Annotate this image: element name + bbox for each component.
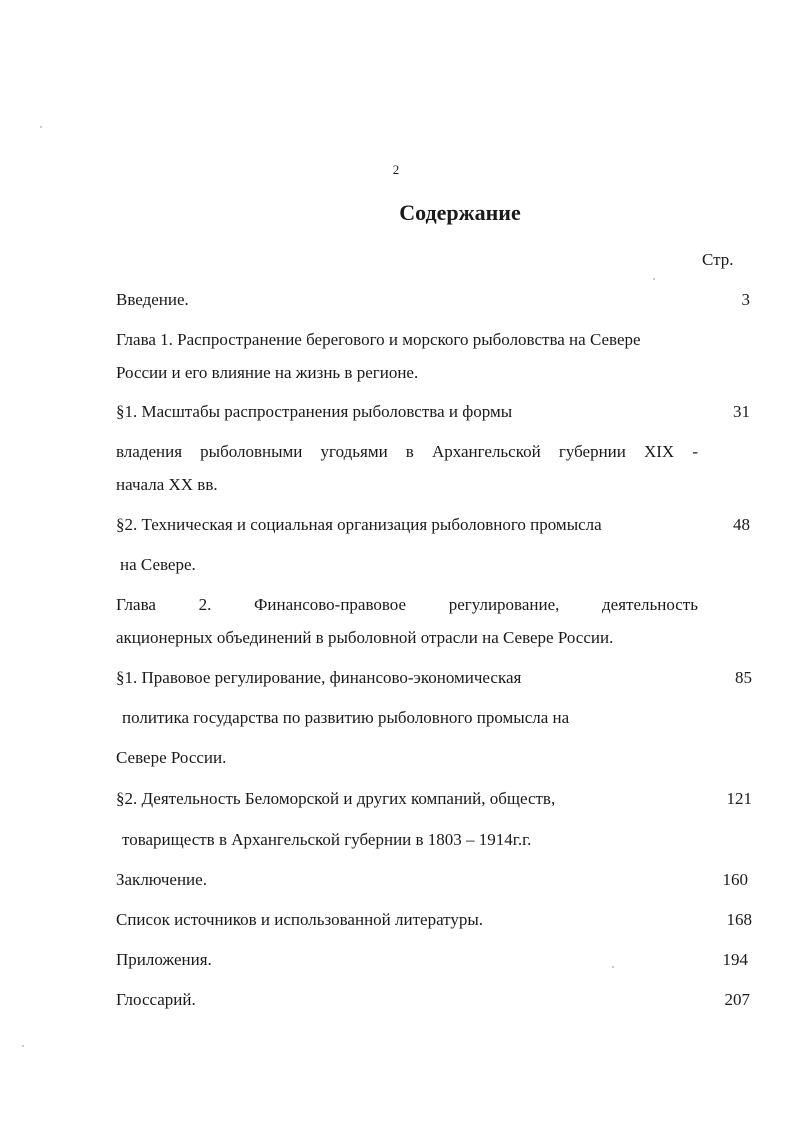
toc-chapter-1-line-1: Глава 1. Распространение берегового и морского рыболовства на Севере bbox=[116, 330, 641, 349]
toc-chapter-2-line-2: акционерных объединений в рыболовной отрасли на Севере России. bbox=[116, 628, 614, 647]
toc-page-conclusion: 160 bbox=[722, 870, 748, 889]
toc-page-glossary: 207 bbox=[724, 990, 750, 1009]
toc-page-intro: 3 bbox=[741, 290, 750, 309]
page-column-header: Стр. bbox=[702, 250, 734, 269]
toc-entry-appendices: Приложения. bbox=[116, 950, 212, 969]
toc-ch2-s1-line-2: политика государства по развитию рыболовного промысла на bbox=[122, 708, 570, 727]
scan-speck bbox=[40, 126, 42, 128]
toc-entry-glossary: Глоссарий. bbox=[116, 990, 196, 1009]
toc-chapter-1-line-2: России и его влияние на жизнь в регионе. bbox=[116, 363, 419, 382]
toc-page-ch1-s2: 48 bbox=[733, 515, 750, 534]
toc-page-bibliography: 168 bbox=[726, 910, 752, 929]
toc-ch2-s1-line-1: §1. Правовое регулирование, финансово-экономическая bbox=[116, 668, 522, 687]
scan-speck bbox=[22, 1045, 24, 1047]
scan-speck bbox=[653, 278, 655, 280]
toc-ch1-s1-line-3: начала XX вв. bbox=[116, 475, 218, 494]
toc-chapter-2-line-1: Глава 2. Финансово-правовое регулирование, деятельность bbox=[116, 595, 698, 614]
scan-speck bbox=[612, 966, 614, 968]
toc-ch2-s2-line-2: товариществ в Архангельской губернии в 1803 – 1914г.г. bbox=[122, 830, 532, 849]
toc-entry-bibliography: Список источников и использованной литературы. bbox=[116, 910, 484, 929]
page-number: 2 bbox=[392, 162, 400, 177]
toc-ch1-s1-line-2: владения рыболовными угодьями в Архангельской губернии XIX - bbox=[116, 442, 698, 461]
toc-page-ch2-s1: 85 bbox=[735, 668, 752, 687]
toc-ch2-s1-line-3: Севере России. bbox=[116, 748, 227, 767]
toc-ch1-s2-line-2: на Севере. bbox=[120, 555, 196, 574]
toc-ch1-s2-line-1: §2. Техническая и социальная организация рыболовного промысла bbox=[116, 515, 602, 534]
toc-page-ch2-s2: 121 bbox=[726, 789, 752, 808]
toc-page-appendices: 194 bbox=[722, 950, 748, 969]
toc-ch1-s1-line-1: §1. Масштабы распространения рыболовства и формы bbox=[116, 402, 513, 421]
toc-entry-intro: Введение. bbox=[116, 290, 189, 309]
toc-entry-conclusion: Заключение. bbox=[116, 870, 207, 889]
page-title: Содержание bbox=[399, 200, 521, 225]
toc-ch2-s2-line-1: §2. Деятельность Беломорской и других компаний, обществ, bbox=[116, 789, 556, 808]
toc-page-ch1-s1: 31 bbox=[733, 402, 750, 421]
